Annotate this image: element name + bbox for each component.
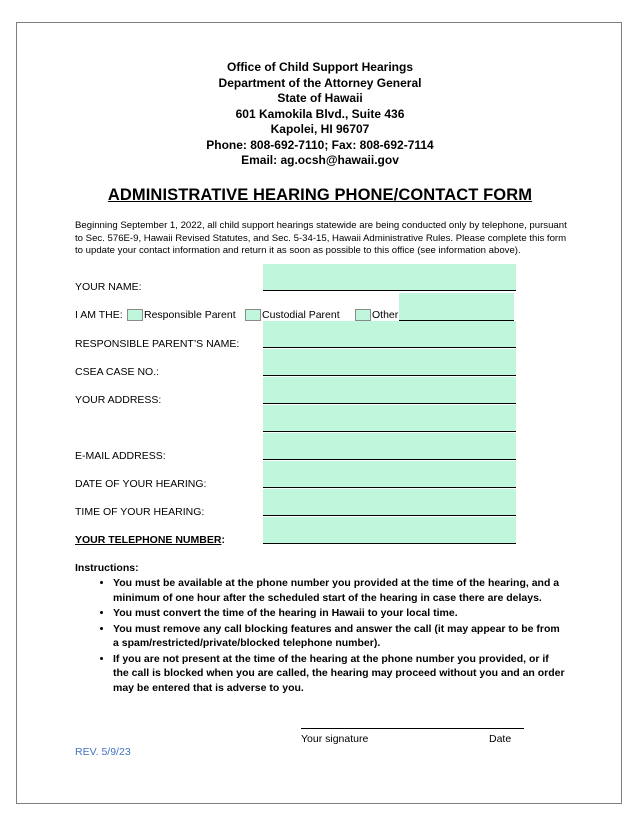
instruction-item: • You must remove any call blocking features and answer the call (it may appear to be from a spam/restricted/private/blocked telephone number). (113, 622, 565, 651)
revision-date: REV. 5/9/23 (75, 746, 131, 758)
instructions-heading: Instructions: (75, 562, 139, 574)
hearing-date-label: DATE OF YOUR HEARING: (75, 478, 207, 490)
address-line-2-field[interactable] (263, 405, 516, 432)
header-state: State of Hawaii (277, 91, 363, 105)
your-address-label: YOUR ADDRESS: (75, 394, 162, 406)
hearing-date-field[interactable] (263, 461, 516, 488)
date-label: Date (489, 733, 512, 745)
office-header (0, 60, 640, 169)
header-office-name: Office of Child Support Hearings (226, 60, 413, 74)
custodial-parent-checkbox[interactable] (245, 309, 261, 321)
telephone-number-label-text: YOUR TELEPHONE NUMBER (75, 534, 222, 546)
responsible-parent-checkbox[interactable] (127, 309, 143, 321)
email-address-field[interactable] (263, 433, 516, 460)
instruction-item: • You must convert the time of the hearing in Hawaii to your local time. (113, 606, 565, 621)
header-city: Kapolei, HI 96707 (270, 122, 370, 136)
i-am-the-label: I AM THE: (75, 309, 123, 321)
csea-case-number-label: CSEA CASE NO.: (75, 366, 160, 378)
responsible-parent-name-field[interactable] (263, 321, 516, 348)
header-department: Department of the Attorney General (218, 75, 422, 90)
other-label: Other (372, 309, 399, 321)
hearing-time-field[interactable] (263, 489, 516, 516)
telephone-number-label (75, 534, 225, 546)
responsible-parent-label: Responsible Parent (144, 309, 236, 321)
header-email: Email: ag.ocsh@hawaii.gov (241, 153, 399, 167)
other-checkbox[interactable] (355, 309, 371, 321)
responsible-parent-name-label: RESPONSIBLE PARENT’S NAME: (75, 338, 240, 350)
address-line-1-field[interactable] (263, 377, 516, 404)
instructions-list (75, 576, 565, 696)
intro-paragraph: Beginning September 1, 2022, all child support hearings statewide are being conducted only by telephone, pursuant to Sec. 576E-9, Hawaii Revised Statutes, and Sec. 5-34-15, Hawaii Administrative Rules. Please complete this form to update your contact information and return it as soon as possible to this office (see information above). (75, 220, 567, 257)
signature-line[interactable] (301, 728, 524, 729)
other-specify-field[interactable] (399, 293, 514, 321)
signature-label: Your signature (301, 733, 369, 745)
csea-case-number-field[interactable] (263, 349, 516, 376)
your-name-field[interactable] (263, 264, 516, 291)
form-title: ADMINISTRATIVE HEARING PHONE/CONTACT FORM (107, 186, 533, 204)
custodial-parent-label: Custodial Parent (262, 309, 340, 321)
header-street-address: 601 Kamokila Blvd., Suite 436 (235, 106, 405, 121)
email-address-label: E-MAIL ADDRESS: (75, 450, 166, 462)
instruction-item: • If you are not present at the time of the hearing at the phone number you provided, or if the call is blocked when you are called, the hearing may proceed without you and an order may be entered that is adverse to you. (113, 652, 565, 696)
telephone-number-field[interactable] (263, 517, 516, 544)
header-phone-fax: Phone: 808-692-7110; Fax: 808-692-7114 (206, 137, 434, 152)
your-name-label: YOUR NAME: (75, 281, 142, 293)
instruction-item: • You must be available at the phone number you provided at the time of the hearing, and a minimum of one hour after the scheduled start of the hearing in case there are delays. (113, 576, 565, 605)
telephone-number-label-colon: : (221, 534, 225, 546)
hearing-time-label: TIME OF YOUR HEARING: (75, 506, 205, 518)
